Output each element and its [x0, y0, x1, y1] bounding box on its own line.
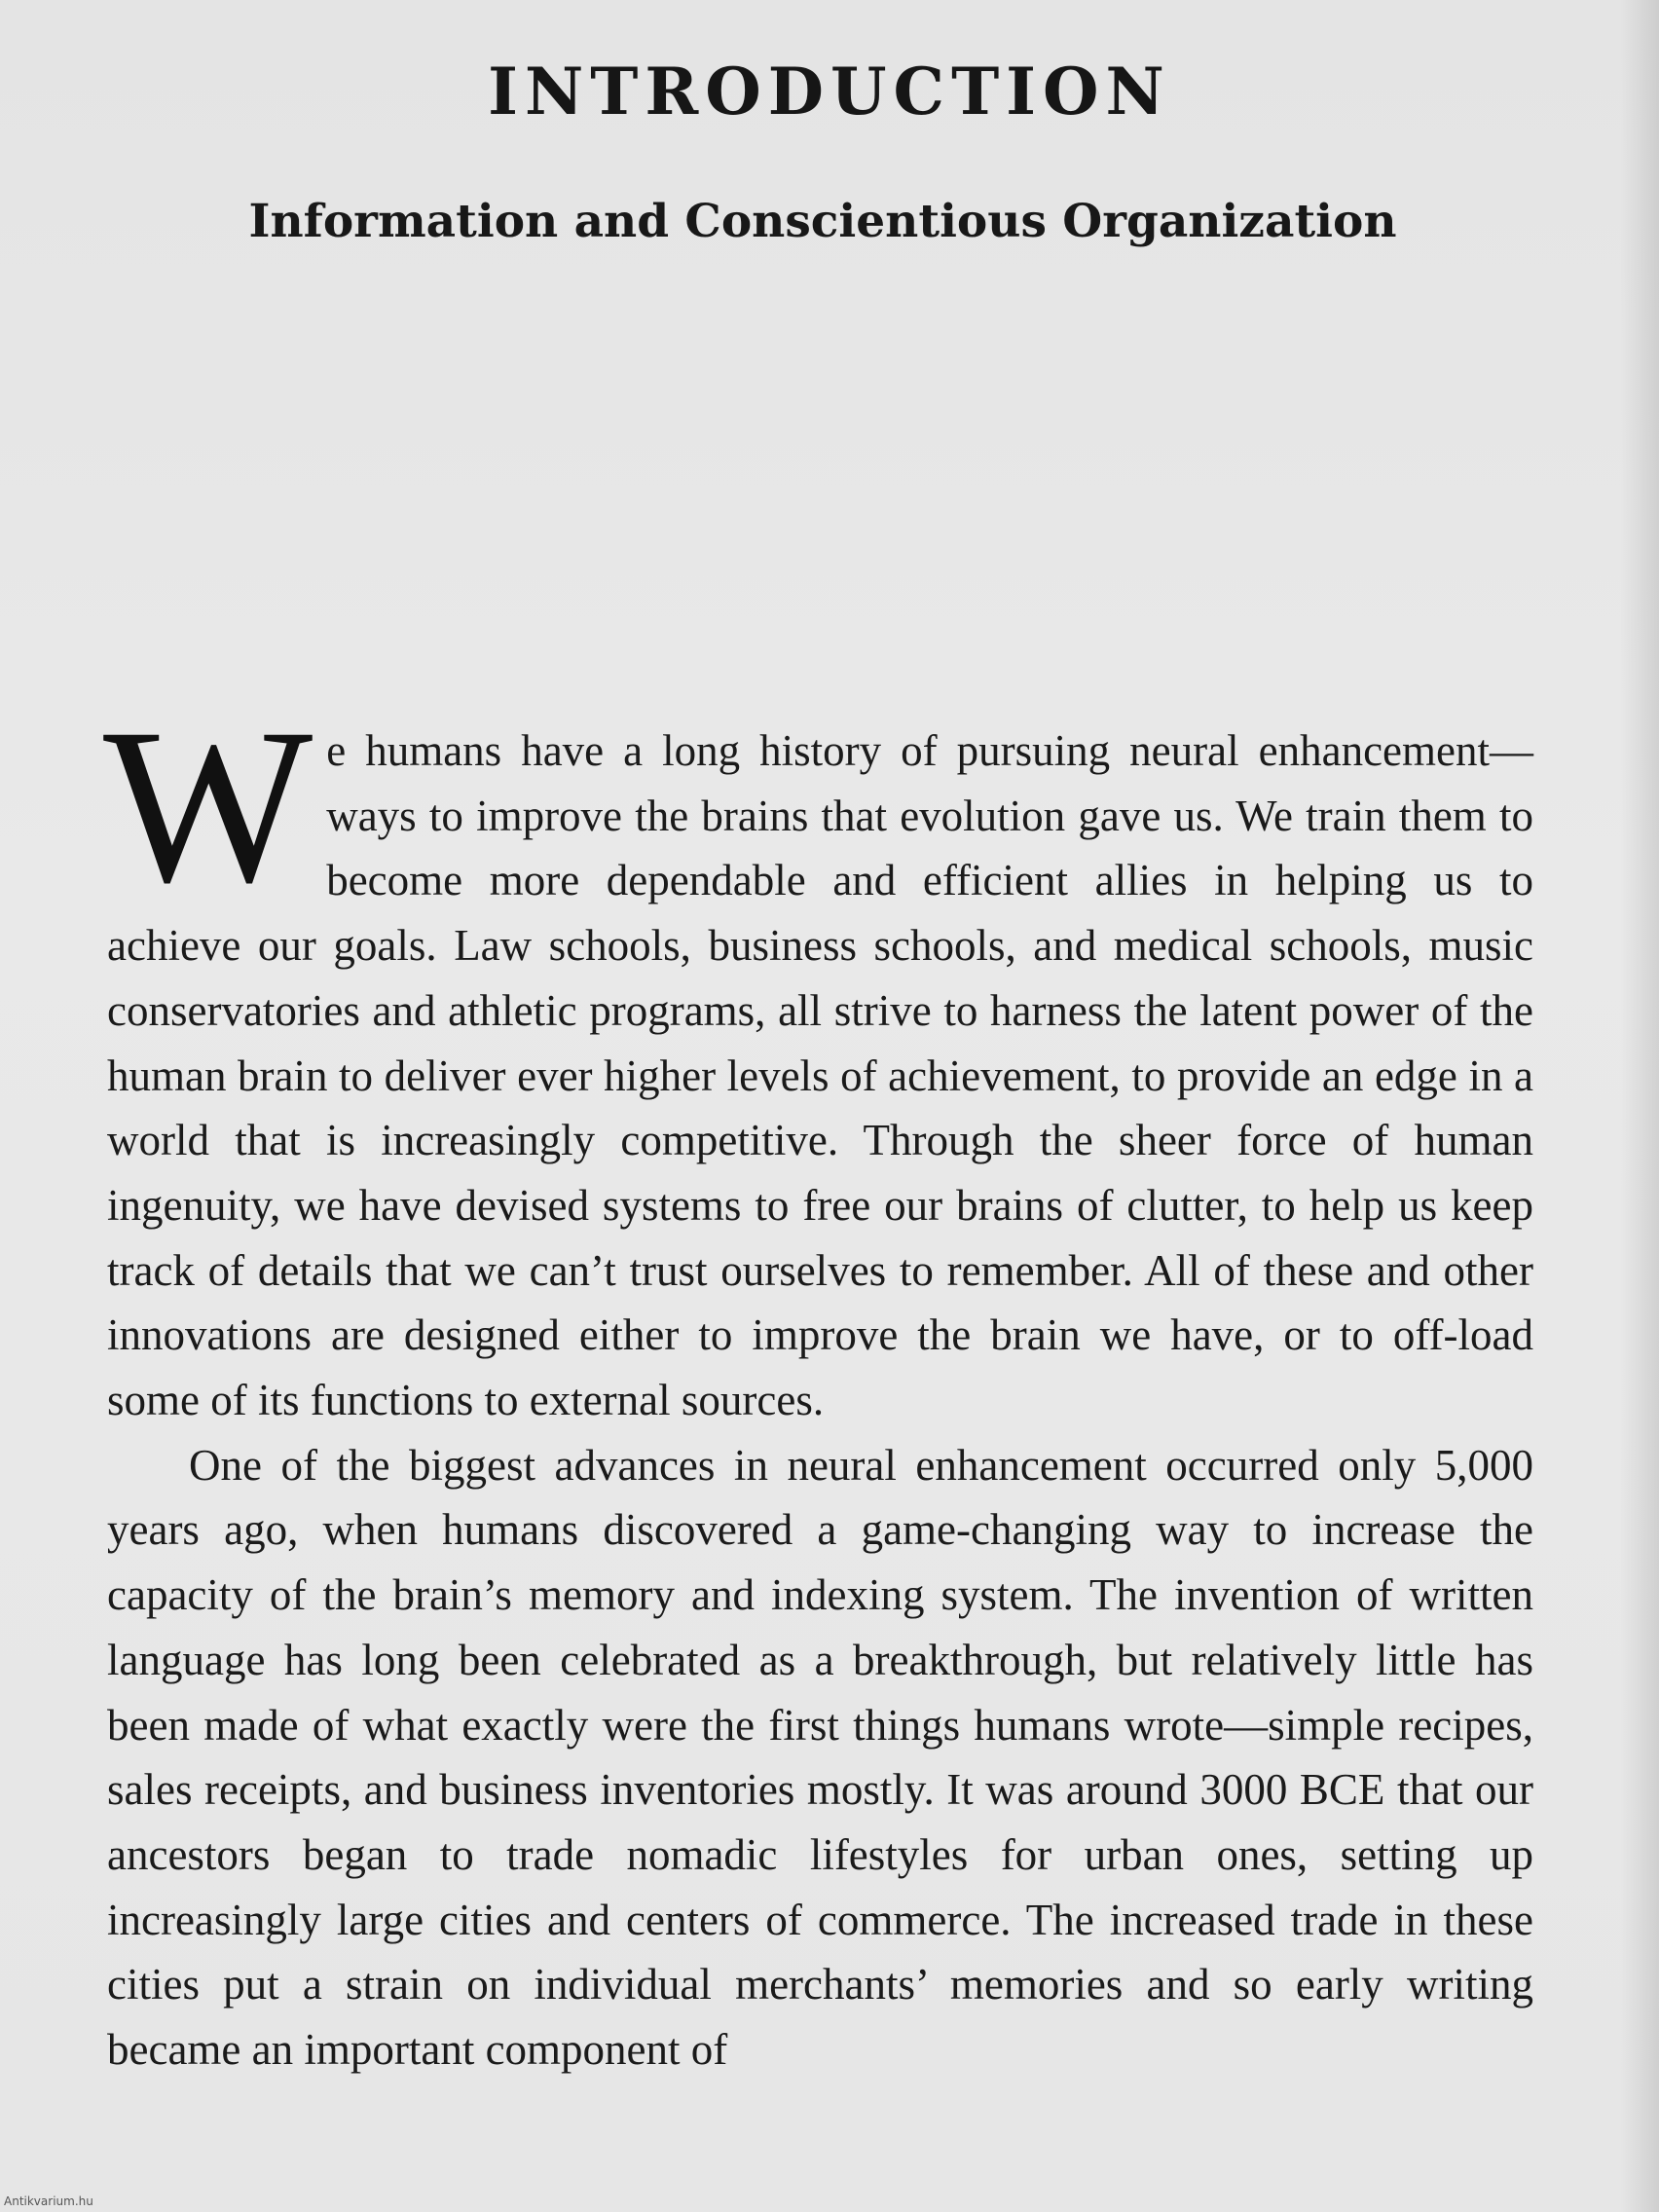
chapter-title: INTRODUCTION: [488, 54, 1171, 129]
chapter-subtitle: Information and Conscientious Organization: [248, 195, 1397, 248]
body-text: [103, 683, 1533, 2083]
paragraph-2: One of the biggest advances in neural enhancement occurred only 5,000 years ago, when humans discovered a game-changing way to increase the capacity of the brain’s memory and indexing system. The invention of written language has long been celebrated as a breakthrough, but relatively little has been made of what exactly were the first things humans wrote—simple recipes, sales receipts, and business inventories mostly. It was around 3000 BCE that our ancestors began to trade nomadic lifestyles for urban ones, setting up increasingly large cities and centers of commerce. The increased trade in these cities put a strain on individual merchants’ memories and so early writing became an important component of: [107, 1440, 1533, 2075]
page-edge-shadow: [1620, 0, 1659, 2212]
drop-cap: W: [103, 683, 313, 929]
watermark: Antikvarium.hu: [4, 2194, 93, 2208]
paragraph-1-text: e humans have a long history of pursuing neural enhancement—ways to improve the brains that evolution gave us. We train them to become more dependable and efficient allies in helping us to achieve our goals. Law schools, business schools, and medical schools, music conservatories and athletic programs, all strive to harness the latent power of the human brain to deliver ever higher levels of achievement, to provide an edge in a world that is increasingly competitive. Through the sheer force of human ingenuity, we have devised systems to free our brains of clutter, to help us keep track of details that we can’t trust ourselves to remember. All of these and other innovations are designed either to improve the brain we have, or to off-load some of its functions to external sources.: [107, 726, 1533, 1425]
paragraph-1: [103, 683, 1533, 1433]
